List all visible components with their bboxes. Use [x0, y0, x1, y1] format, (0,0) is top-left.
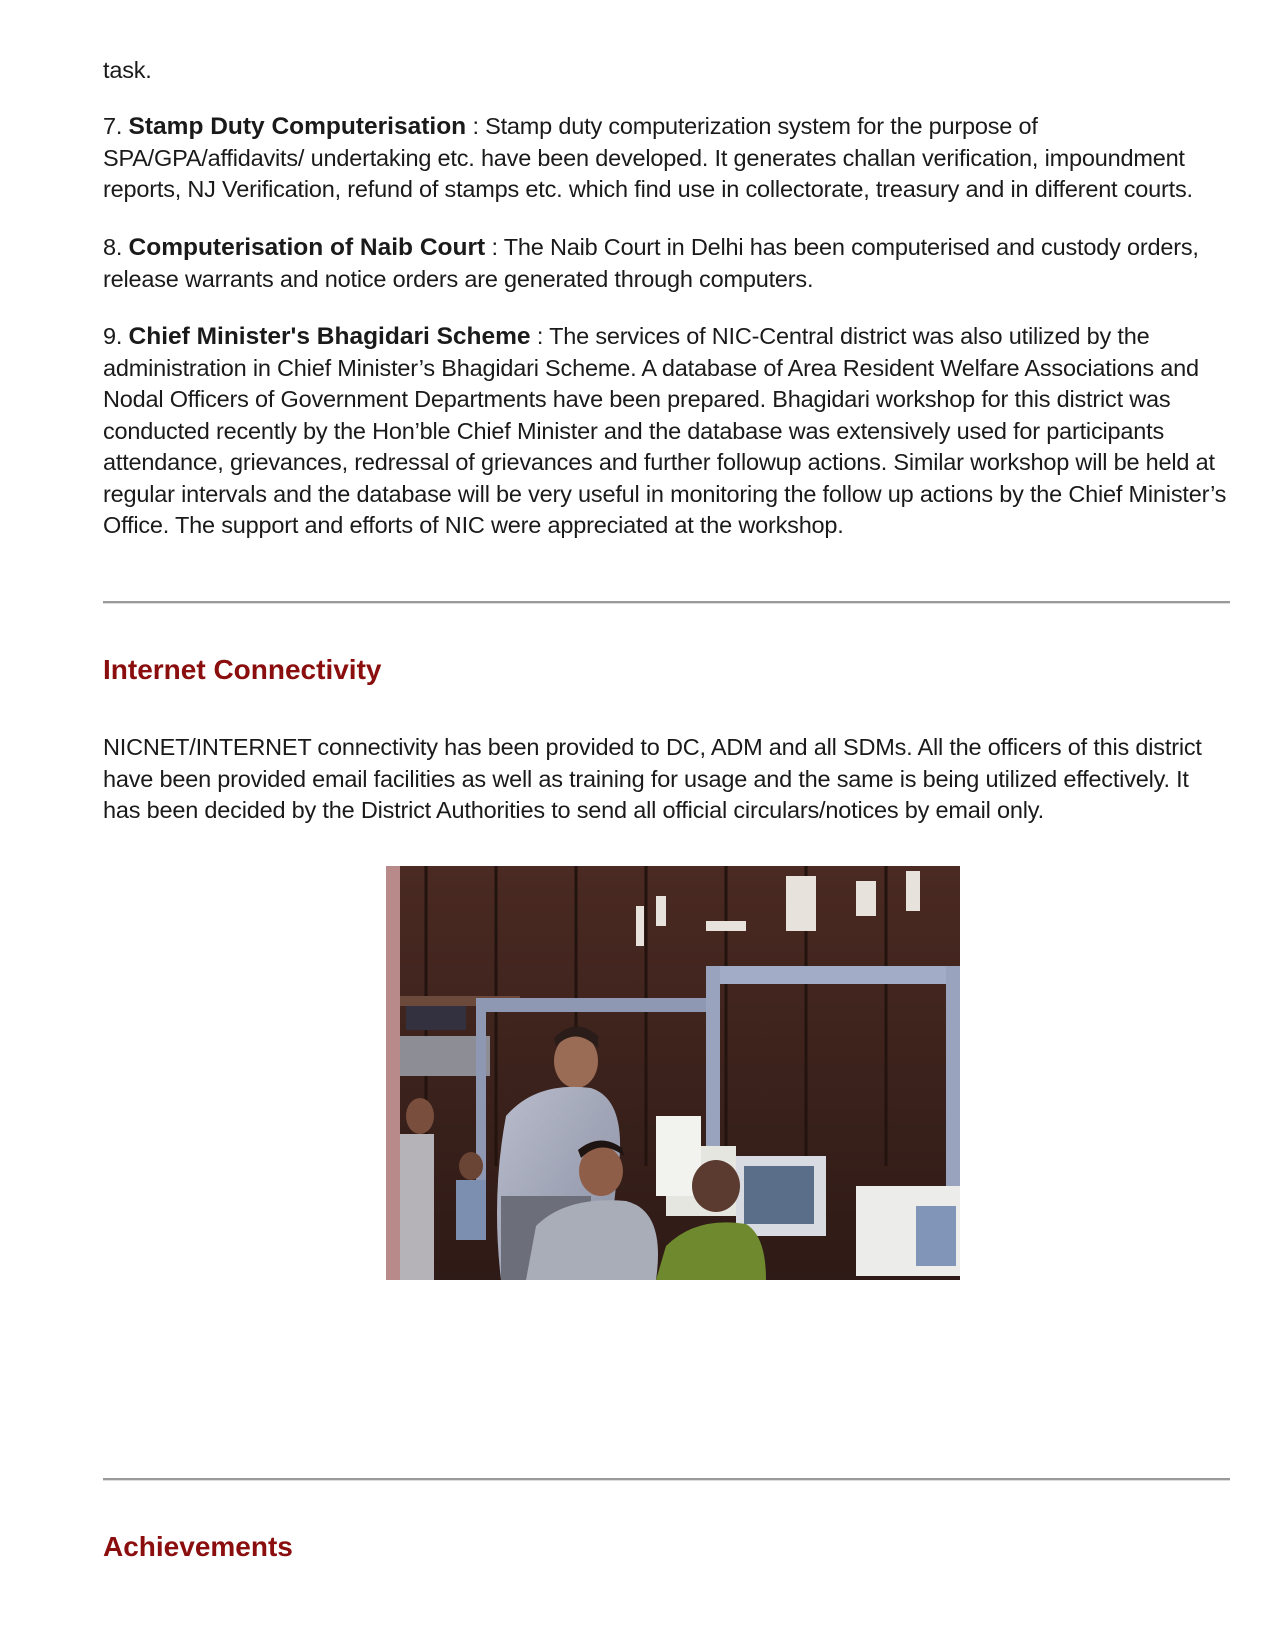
item-text: : Stamp duty computerization system for the purpose of SPA/GPA/affidavits/ undertaking etc. have been developed. It generates challan verification, impoundment reports, NJ Verification, refund of stamps etc. which find use in collectorate, treasury and in different courts.	[103, 113, 1193, 202]
item-number: 9.	[103, 323, 123, 349]
item-title: Computerisation of Naib Court	[128, 234, 486, 261]
item-title: Stamp Duty Computerisation	[128, 113, 467, 140]
horizontal-rule	[103, 1478, 1230, 1481]
section-heading-achievements: Achievements	[103, 1531, 293, 1562]
item-text: : The services of NIC-Central district was also utilized by the administration in Chief Minister’s Bhagidari Scheme. A database of Area Resident Welfare Associations and Nodal Officers of Government Departments have been prepared. Bhagidari workshop for this district was conducted recently by the Hon’ble Chief Minister and the database was extensively used for participants attendance, grievances, redressal of grievances and further followup actions. Similar workshop will be held at regular intervals and the database will be very useful in monitoring the follow up actions by the Chief Minister’s Office. The support and efforts of NIC were appreciated at the workshop.	[103, 323, 1227, 538]
item-number: 8.	[103, 234, 123, 260]
office-computers-photo	[386, 866, 960, 1280]
continuation-text: task.	[103, 57, 152, 83]
list-item-naib-court	[103, 232, 1230, 295]
internet-paragraph: NICNET/INTERNET connectivity has been provided to DC, ADM and all SDMs. All the officers of this district have been provided email facilities as well as training for usage and the same is being utilized effectively. It has been decided by the District Authorities to send all official circulars/notices by email only.	[103, 734, 1202, 823]
list-item-stamp-duty	[103, 111, 1230, 206]
horizontal-rule	[103, 601, 1230, 604]
item-text: : The Naib Court in Delhi has been computerised and custody orders, release warrants and notice orders are generated through computers.	[103, 234, 1199, 292]
item-number: 7.	[103, 113, 123, 139]
section-heading-internet: Internet Connectivity	[103, 654, 382, 685]
list-item-bhagidari	[103, 321, 1230, 542]
item-title: Chief Minister's Bhagidari Scheme	[128, 323, 531, 350]
